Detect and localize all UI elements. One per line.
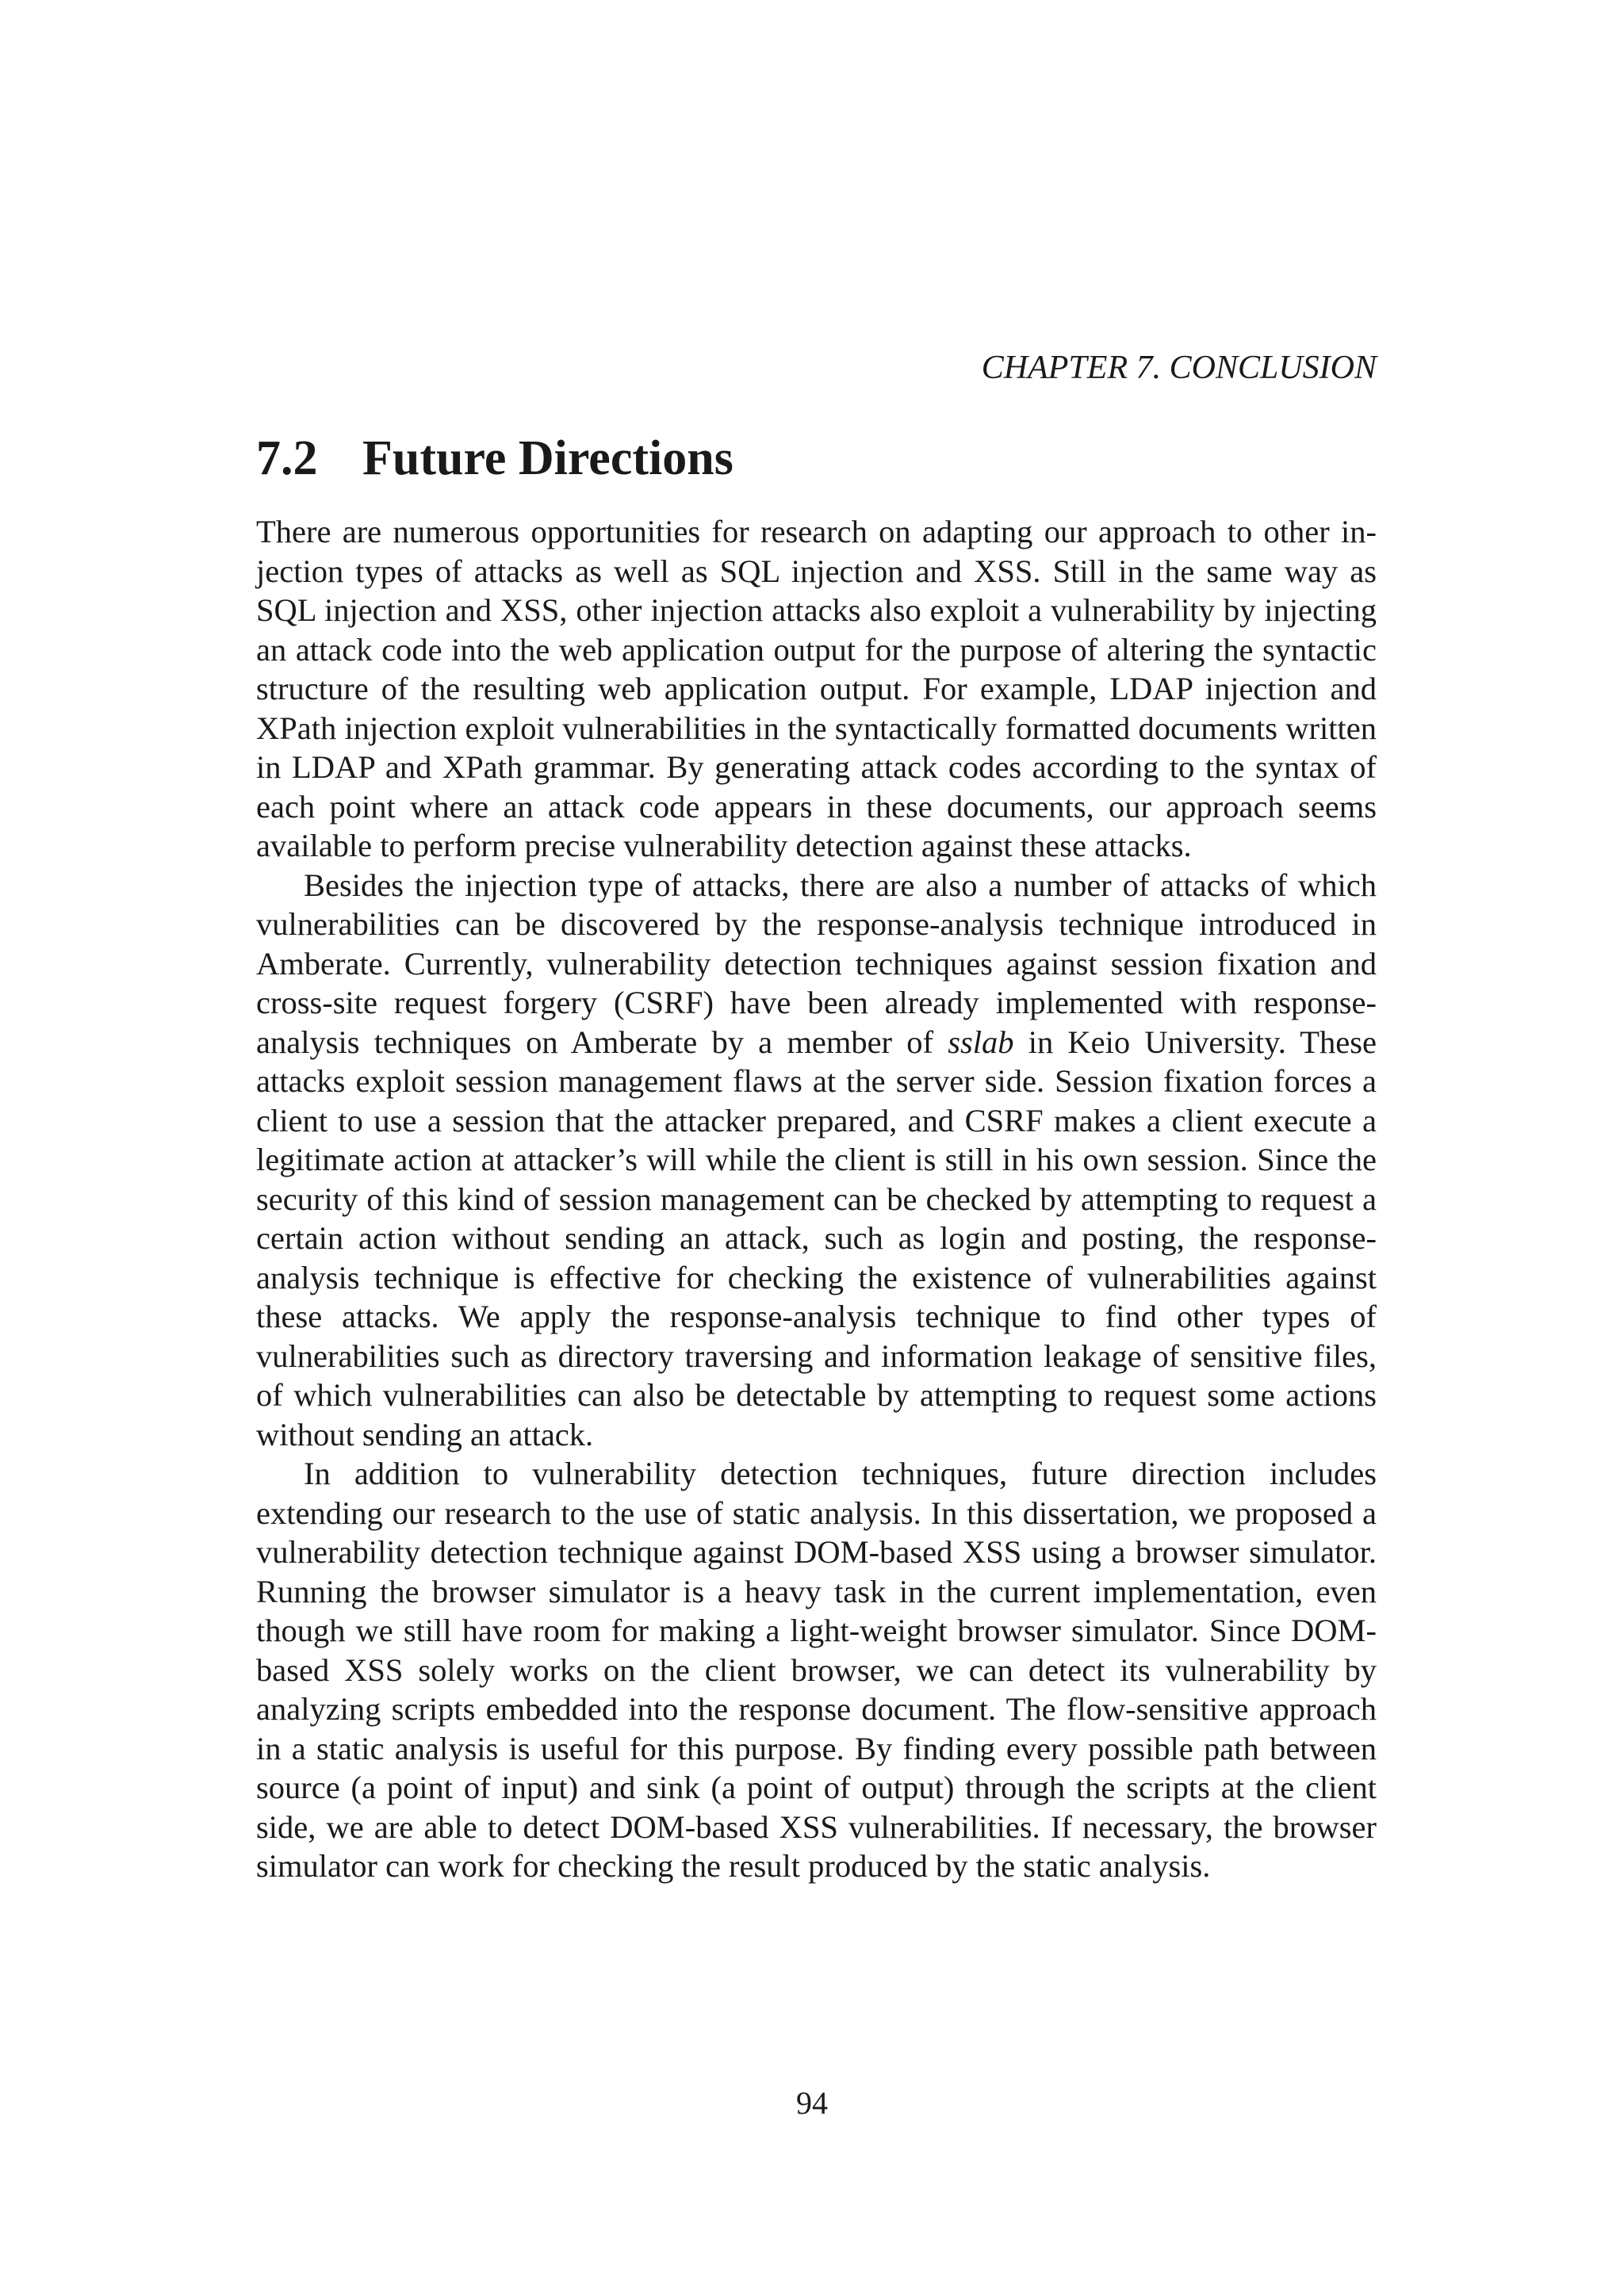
body-text	[256, 512, 1377, 1886]
paragraph-2-part-2: in Keio University. These attacks exploit session management flaws at the server side. Session fixation forces a client to use a session that the attacker prepared, and CSRF makes a client execute a legitimate action at attacker’s will while the client is still in his own session. Since the security of this kind of session management can be checked by attempting to request a certain action without sending an attack, such as login and posting, the response-analysis technique is effective for checking the existence of vulnerabilities against these attacks. We apply the response-analysis technique to find other types of vulnerabilities such as directory traversing and information leakage of sensitive files, of which vulnerabilities can also be detectable by attempting to request some actions without sending an attack.	[256, 1024, 1377, 1452]
paragraph-3: In addition to vulnerability detection techniques, future direction includes extending our research to the use of static analysis. In this dissertation, we proposed a vulnerability detection technique against DOM-based XSS using a browser simulator. Running the browser simulator is a heavy task in the current implementation, even though we still have room for making a light-weight browser simulator. Since DOM-based XSS solely works on the client browser, we can detect its vulnerability by analyzing scripts embedded into the response document. The flow-sensitive approach in a static analysis is useful for this purpose. By finding every possible path between source (a point of input) and sink (a point of output) through the scripts at the client side, we are able to detect DOM-based XSS vulnerabilities. If necessary, the browser simulator can work for checking the result produced by the static analysis.	[256, 1456, 1377, 1884]
page-number: 94	[796, 2085, 828, 2121]
paragraph-2-part-1: Besides the injection type of attacks, there are also a number of attacks of which vulnerabilities can be discovered by the response-analysis technique introduced in Amberate. Currently, vulnerability detection techniques against session fixation and cross-site request forgery (CSRF) have been already implemented with response-analysis techniques on Amberate by a member of	[256, 867, 1377, 1060]
section-heading	[256, 428, 733, 488]
running-head: CHAPTER 7. CONCLUSION	[981, 350, 1377, 386]
paragraph-2	[256, 866, 1377, 1455]
section-title: Future Directions	[362, 431, 733, 485]
section-number: 7.2	[256, 431, 318, 485]
paragraph-1: There are numerous opportunities for research on adapting our approach to other injection types of attacks as well as SQL injection and XSS. Still in the same way as SQL injection and XSS, other injection attacks also exploit a vulnerability by injecting an attack code into the web application output for the purpose of altering the syntactic structure of the resulting web application output. For example, LDAP injection and XPath injection exploit vulnerabilities in the syntactically formatted documents written in LDAP and XPath grammar. By generating attack codes according to the syntax of each point where an attack code appears in these documents, our approach seems available to perform precise vulnerability detection against these attacks.	[256, 514, 1377, 863]
sslab-emphasis: sslab	[948, 1024, 1014, 1060]
